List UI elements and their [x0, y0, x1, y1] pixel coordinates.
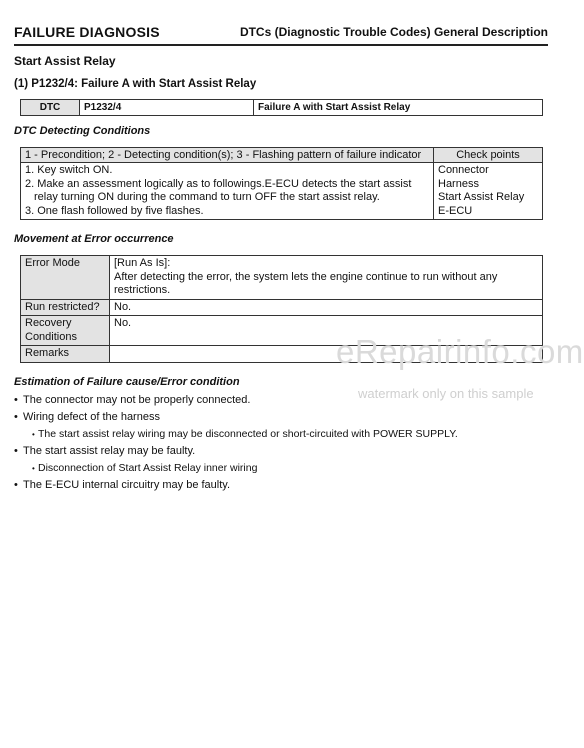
row-label: Remarks: [21, 346, 110, 363]
section-title: FAILURE DIAGNOSIS: [14, 24, 160, 40]
estimation-heading: Estimation of Failure cause/Error condition: [14, 376, 240, 388]
movement-heading: Movement at Error occurrence: [14, 233, 174, 245]
page-title: Start Assist Relay: [14, 54, 116, 68]
row-value: [110, 256, 543, 300]
watermark-text: eRepairinfo.com: [336, 333, 584, 370]
watermark-subtext: watermark only on this sample: [358, 386, 534, 401]
condition-line: relay turning ON during the command to turn OFF the start assist relay.: [34, 191, 380, 203]
row-label-line: Conditions: [25, 330, 77, 343]
dtc-label: DTC: [21, 100, 80, 116]
row-label: Error Mode: [21, 256, 110, 300]
list-item: • The connector may not be properly connected.: [14, 392, 554, 409]
list-item: • Wiring defect of the harness: [14, 409, 554, 426]
dtc-table: [20, 99, 543, 116]
check-point: Connector: [438, 164, 489, 176]
chapter-title: DTCs (Diagnostic Trouble Codes) General Description: [239, 25, 548, 39]
error-mode-value: [Run As Is]:: [114, 257, 171, 269]
row-label: Run restricted?: [21, 299, 110, 316]
conditions-table: [20, 147, 543, 220]
row-label-line: Recovery: [25, 317, 72, 329]
check-points-header: Check points: [434, 148, 543, 163]
conditions-header: 1 - Precondition; 2 - Detecting condition(s); 3 - Flashing pattern of failure indicator: [21, 148, 434, 163]
dtc-code: P1232/4: [80, 100, 254, 116]
page-header: [14, 22, 548, 46]
check-points-cell: [434, 163, 543, 220]
error-mode-detail: After detecting the error, the system lets the engine continue to run without any: [114, 270, 498, 283]
list-item: • The start assist relay may be faulty.: [14, 443, 554, 460]
list-item: • The E-ECU internal circuitry may be faulty.: [14, 477, 554, 494]
check-point: Harness: [438, 177, 479, 190]
list-subitem: • Disconnection of Start Assist Relay inner wiring: [14, 460, 554, 477]
row-value: No.: [110, 316, 543, 346]
conditions-heading: DTC Detecting Conditions: [14, 125, 151, 137]
condition-line: 1. Key switch ON.: [25, 164, 113, 176]
list-subitem: • The start assist relay wiring may be disconnected or short-circuited with POWER SUPPLY.: [14, 426, 554, 443]
dtc-subtitle: (1) P1232/4: Failure A with Start Assist Relay: [14, 78, 257, 90]
check-point: Start Assist Relay: [438, 191, 525, 203]
row-label: [21, 316, 110, 346]
condition-line: 2. Make an assessment logically as to followings.E-ECU detects the start assist: [25, 177, 412, 190]
dtc-description: Failure A with Start Assist Relay: [254, 100, 543, 116]
table-row: [21, 256, 543, 300]
conditions-cell: [21, 163, 434, 220]
error-mode-detail: restrictions.: [114, 284, 171, 296]
condition-line: 3. One flash followed by five flashes.: [25, 204, 204, 217]
row-value: No.: [110, 299, 543, 316]
check-point: E-ECU: [438, 204, 473, 217]
table-row: [21, 299, 543, 316]
estimation-list: [14, 392, 554, 494]
